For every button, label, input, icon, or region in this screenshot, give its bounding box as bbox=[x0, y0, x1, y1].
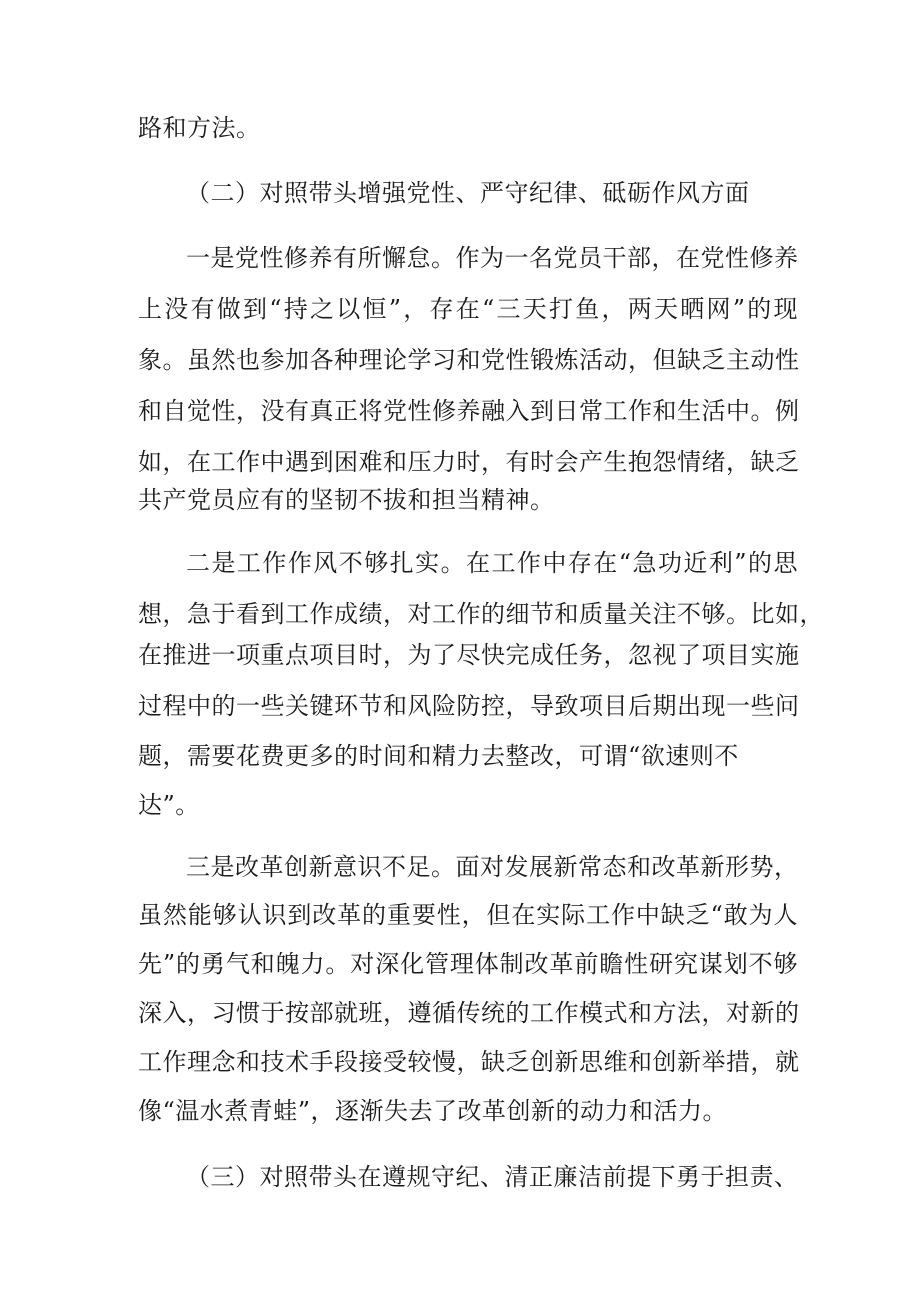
paragraph-line: 工作理念和技术手段接受较慢，缺乏创新思维和创新举措，就 bbox=[138, 1048, 800, 1076]
paragraph-line: 三是改革创新意识不足。面对发展新常态和改革新形势， bbox=[186, 853, 799, 881]
paragraph-line: 像“温水煮青蛙”，逐渐失去了改革创新的动力和活力。 bbox=[138, 1097, 728, 1125]
section-heading-2: （二）对照带头增强党性、严守纪律、砥砺作风方面 bbox=[186, 179, 750, 207]
paragraph-line: 想，急于看到工作成绩，对工作的细节和质量关注不够。比如， bbox=[138, 600, 824, 628]
paragraph-line: 在推进一项重点项目时，为了尽快完成任务，忽视了项目实施 bbox=[138, 641, 800, 669]
paragraph-line: 深入，习惯于按部就班，遵循传统的工作模式和方法，对新的 bbox=[138, 999, 800, 1027]
paragraph-line: 过程中的一些关键环节和风险防控，导致项目后期出现一些问 bbox=[138, 692, 800, 720]
paragraph-line: 象。虽然也参加各种理论学习和党性锻炼活动，但缺乏主动性 bbox=[138, 346, 800, 374]
paragraph-line: 达”。 bbox=[138, 791, 200, 819]
paragraph-line: 共产党员应有的坚韧不拔和担当精神。 bbox=[138, 486, 555, 514]
paragraph-line: 和自觉性，没有真正将党性修养融入到日常工作和生活中。例 bbox=[138, 397, 800, 425]
paragraph-line: 题，需要花费更多的时间和精力去整改，可谓“欲速则不 bbox=[138, 742, 739, 770]
paragraph-line: 先”的勇气和魄力。对深化管理体制改革前瞻性研究谋划不够 bbox=[138, 950, 798, 978]
paragraph-line: 虽然能够认识到改革的重要性，但在实际工作中缺乏“敢为人 bbox=[138, 901, 798, 929]
paragraph-line: 二是工作作风不够扎实。在工作中存在“急功近利”的思 bbox=[186, 549, 798, 577]
section-heading-3: （三）对照带头在遵规守纪、清正廉洁前提下勇于担责、 bbox=[186, 1163, 799, 1191]
paragraph-line: 如，在工作中遇到困难和压力时，有时会产生抱怨情绪，缺乏 bbox=[138, 448, 800, 476]
paragraph-line: 路和方法。 bbox=[138, 114, 261, 142]
paragraph-line: 一是党性修养有所懈怠。作为一名党员干部，在党性修养 bbox=[186, 244, 799, 272]
paragraph-line: 上没有做到“持之以恒”，存在“三天打鱼，两天晒网”的现 bbox=[138, 295, 798, 323]
